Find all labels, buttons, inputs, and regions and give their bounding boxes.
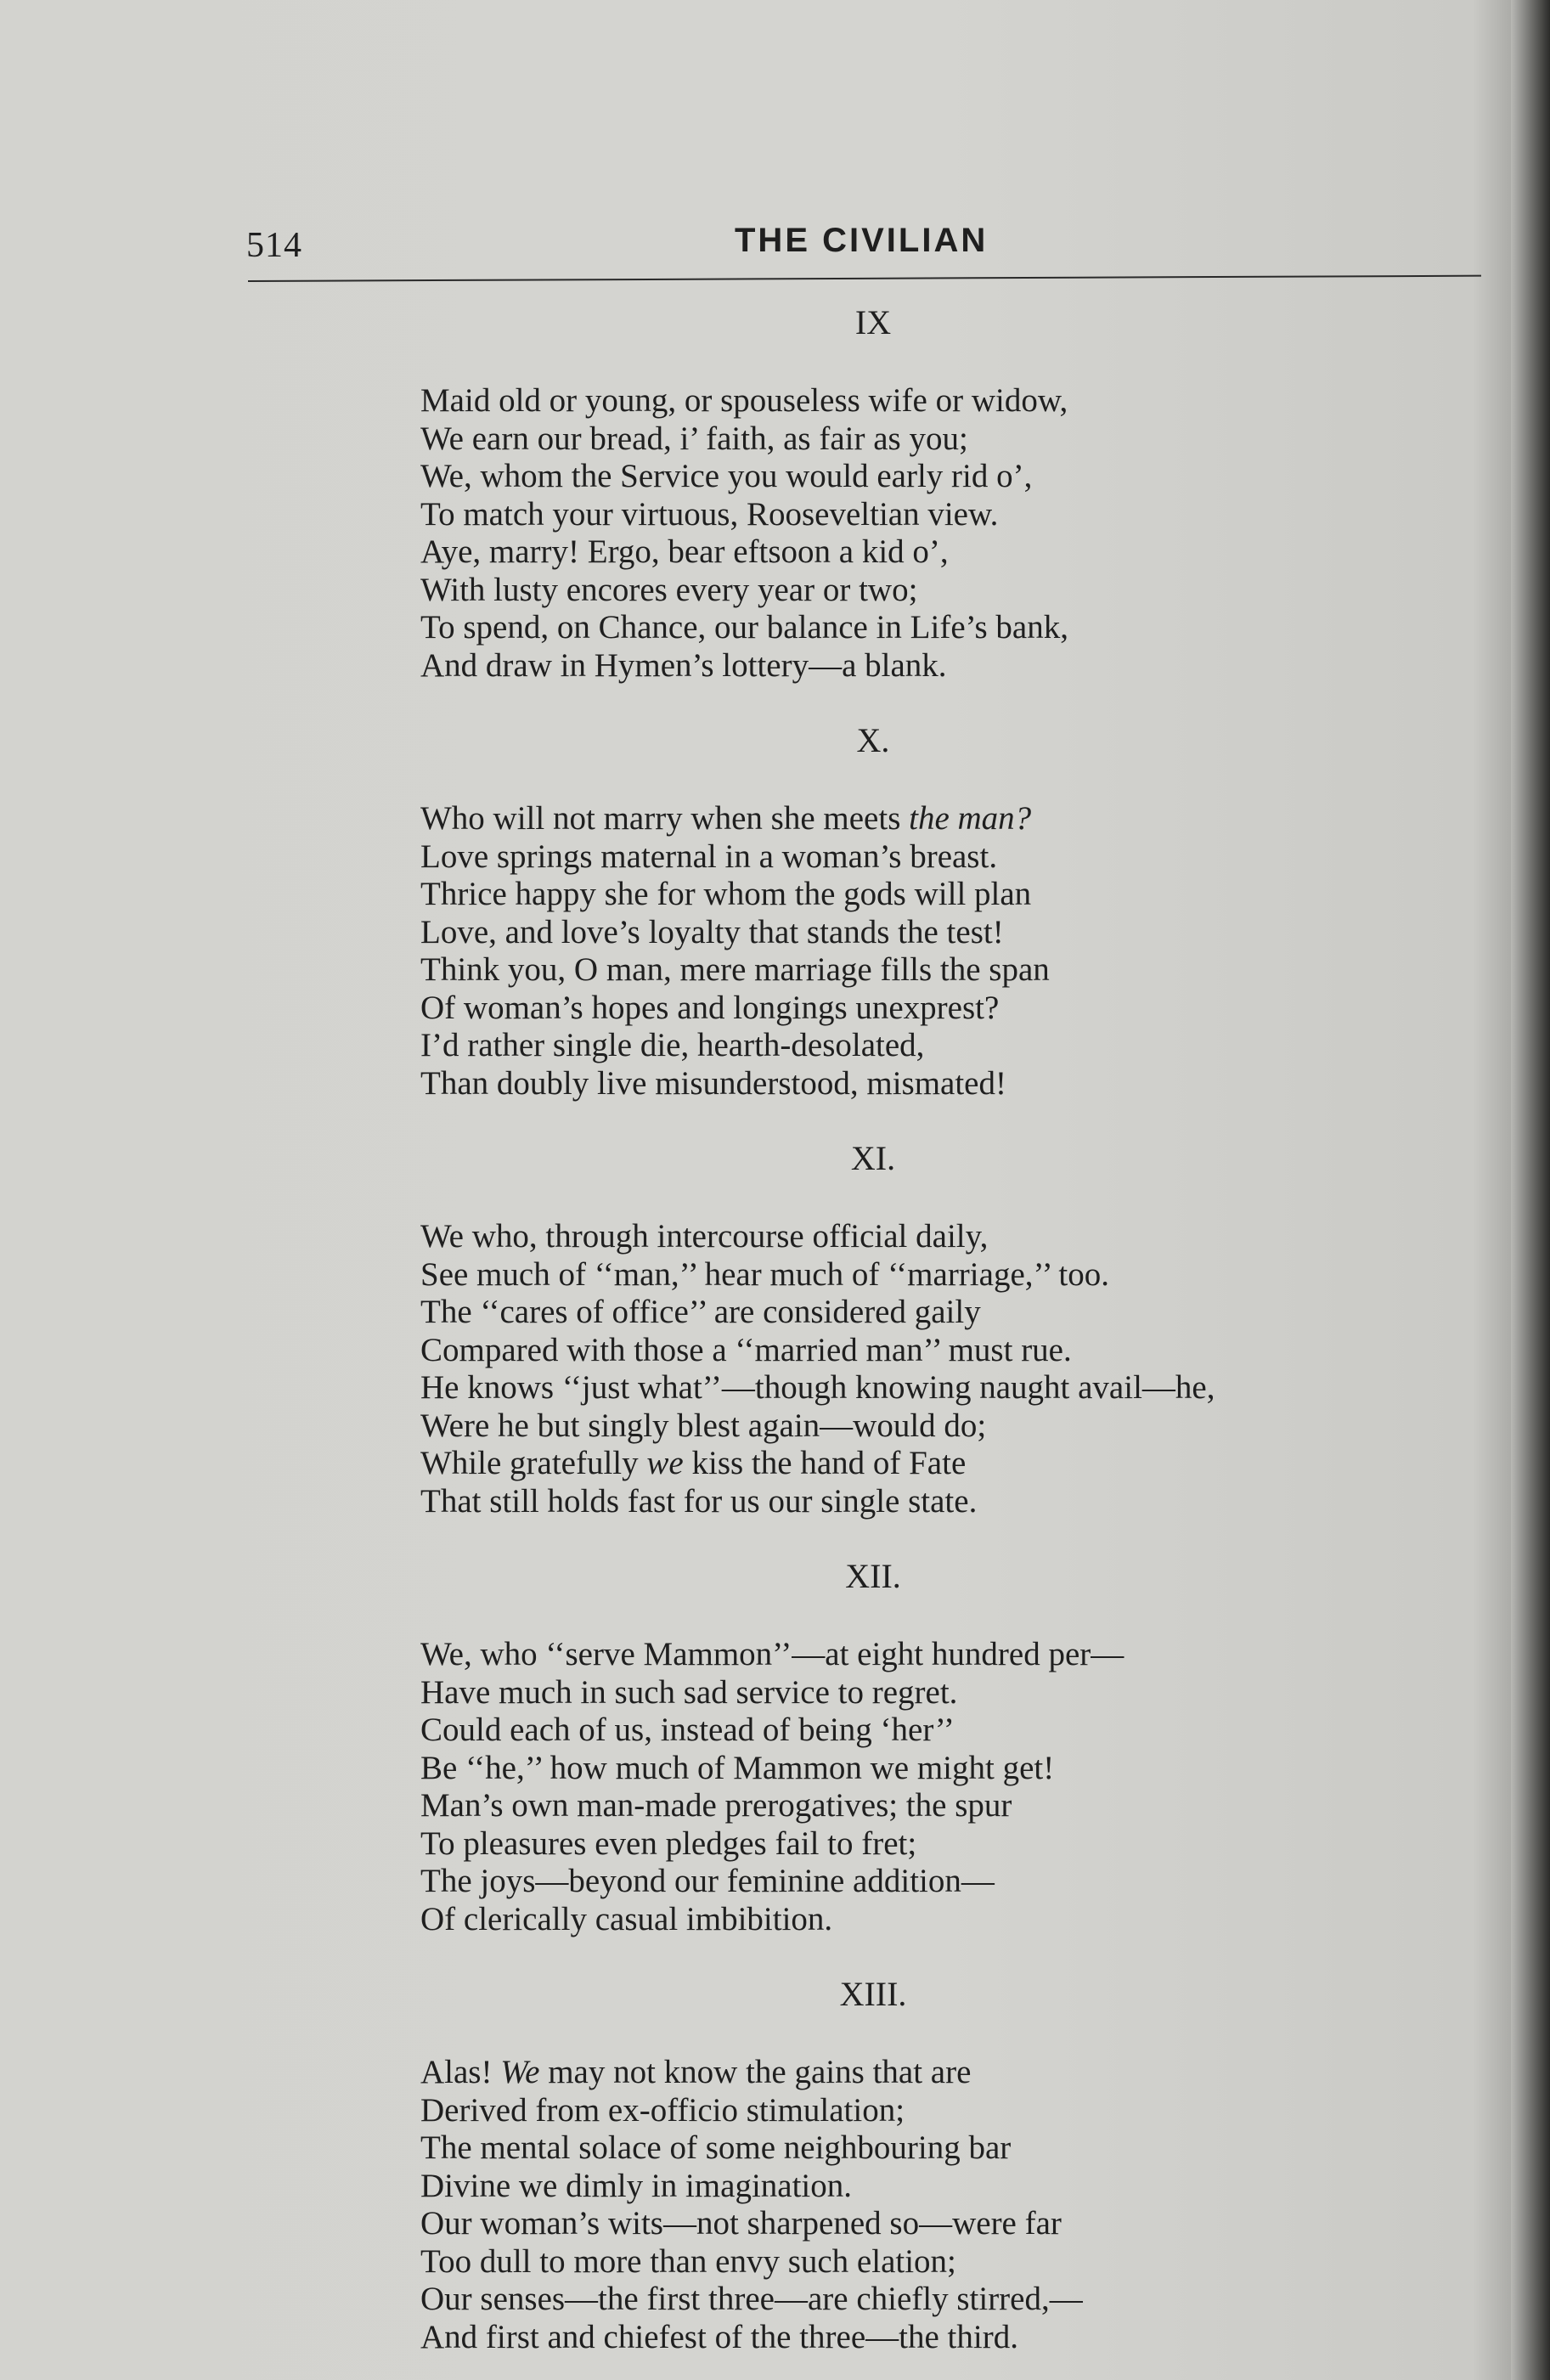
running-title: THE CIVILIAN bbox=[735, 222, 989, 259]
verse-italic: the man? bbox=[909, 800, 1032, 837]
page-number: 514 bbox=[246, 226, 302, 265]
verse-line: Than doubly live misunderstood, mismated! bbox=[420, 1064, 1006, 1102]
verse-line bbox=[420, 2054, 1397, 2092]
verse-line: He knows ‘‘just what’’—though knowing naught avail—he, bbox=[420, 1369, 1215, 1406]
stanza-numeral: IX bbox=[854, 303, 892, 341]
verse-line: Aye, marry! Ergo, bear eftsoon a kid o’, bbox=[420, 533, 949, 570]
verse-line: Too dull to more than envy such elation; bbox=[420, 2242, 956, 2280]
stanza-xii bbox=[420, 1551, 1397, 1938]
verse-line: We, who ‘‘serve Mammon’’—at eight hundred per— bbox=[420, 1636, 1124, 1672]
verse-text: While gratefully bbox=[420, 1445, 647, 1481]
stanza-xiii bbox=[420, 1969, 1397, 2356]
verse-italic: We bbox=[500, 2054, 540, 2090]
verse-line: And draw in Hymen’s lottery—a blank. bbox=[420, 646, 947, 684]
verse-line: Thrice happy she for whom the gods will plan bbox=[420, 876, 1032, 912]
verse-line: Love springs maternal in a woman’s breast. bbox=[420, 838, 998, 875]
verse-line: The joys—beyond our feminine addition— bbox=[420, 1863, 995, 1899]
verse-line bbox=[420, 1445, 1397, 1483]
verse-text: Alas! bbox=[420, 2054, 501, 2090]
verse-line: Divine we dimly in imagination. bbox=[420, 2167, 853, 2204]
verse-line: Could each of us, instead of being ‘her’’ bbox=[420, 1712, 955, 1748]
verse-line: Man’s own man-made prerogatives; the spur bbox=[420, 1787, 1012, 1824]
stanza-xi bbox=[420, 1133, 1397, 1520]
verse-line: Love, and love’s loyalty that stands the test! bbox=[420, 913, 1004, 950]
verse-line: The mental solace of some neighbouring bar bbox=[420, 2129, 1012, 2166]
verse-line: We, whom the Service you would early rid o’, bbox=[420, 458, 1033, 494]
stanza-numeral: XI. bbox=[850, 1139, 896, 1177]
verse-line: With lusty encores every year or two; bbox=[420, 571, 918, 608]
stanza-numeral: XIII. bbox=[839, 1975, 907, 2013]
verse-line: Our senses—the first three—are chiefly stirred,— bbox=[420, 2281, 1083, 2317]
verse-line: Think you, O man, mere marriage fills the span bbox=[420, 951, 1050, 988]
verse-line: I’d rather single die, hearth-desolated, bbox=[420, 1027, 925, 1063]
verse-line: To pleasures even pledges fail to fret; bbox=[420, 1824, 917, 1862]
verse-line bbox=[420, 800, 1397, 838]
verse-italic: we bbox=[646, 1445, 684, 1481]
book-spine-shadow bbox=[1511, 0, 1550, 2380]
stanza-x bbox=[420, 715, 1397, 1103]
verse-line: The ‘‘cares of office’’ are considered gaily bbox=[420, 1294, 981, 1330]
verse-line: To spend, on Chance, our balance in Life’s bank, bbox=[420, 609, 1068, 646]
verse-text: may not know the gains that are bbox=[539, 2054, 972, 2090]
verse-text: kiss the hand of Fate bbox=[683, 1445, 967, 1481]
verse-line: Our woman’s wits—not sharpened so—were far bbox=[420, 2205, 1062, 2242]
verse-line: Maid old or young, or spouseless wife or widow, bbox=[420, 382, 1068, 419]
verse-line: See much of ‘‘man,’’ hear much of ‘‘marriage,’’ too. bbox=[420, 1255, 1110, 1293]
verse-line: Of woman’s hopes and longings unexprest? bbox=[420, 989, 1000, 1026]
verse-line: Have much in such sad service to regret. bbox=[420, 1673, 958, 1711]
verse-line: And first and chiefest of the three—the third. bbox=[420, 2318, 1018, 2355]
verse-line: We earn our bread, i’ faith, as fair as you; bbox=[420, 420, 968, 457]
verse-line: Of clerically casual imbibition. bbox=[420, 1900, 833, 1937]
page-header bbox=[246, 217, 1478, 276]
stanza-numeral: XII. bbox=[845, 1557, 901, 1595]
stanza-ix bbox=[420, 297, 1397, 685]
verse-line: Compared with those a ‘‘married man’’ must rue. bbox=[420, 1331, 1072, 1368]
poem bbox=[420, 297, 1397, 2356]
verse-line: That still holds fast for us our single state. bbox=[420, 1482, 978, 1520]
verse-text: Who will not marry when she meets bbox=[420, 800, 910, 837]
verse-line: Were he but singly blest again—would do; bbox=[420, 1407, 987, 1444]
verse-line: To match your virtuous, Rooseveltian view. bbox=[420, 495, 999, 533]
stanza-numeral: X. bbox=[856, 721, 890, 759]
verse-line: We who, through intercourse official daily, bbox=[420, 1218, 989, 1255]
verse-line: Derived from ex-officio stimulation; bbox=[420, 2091, 905, 2129]
verse-line: Be ‘‘he,’’ how much of Mammon we might get! bbox=[420, 1749, 1055, 1786]
